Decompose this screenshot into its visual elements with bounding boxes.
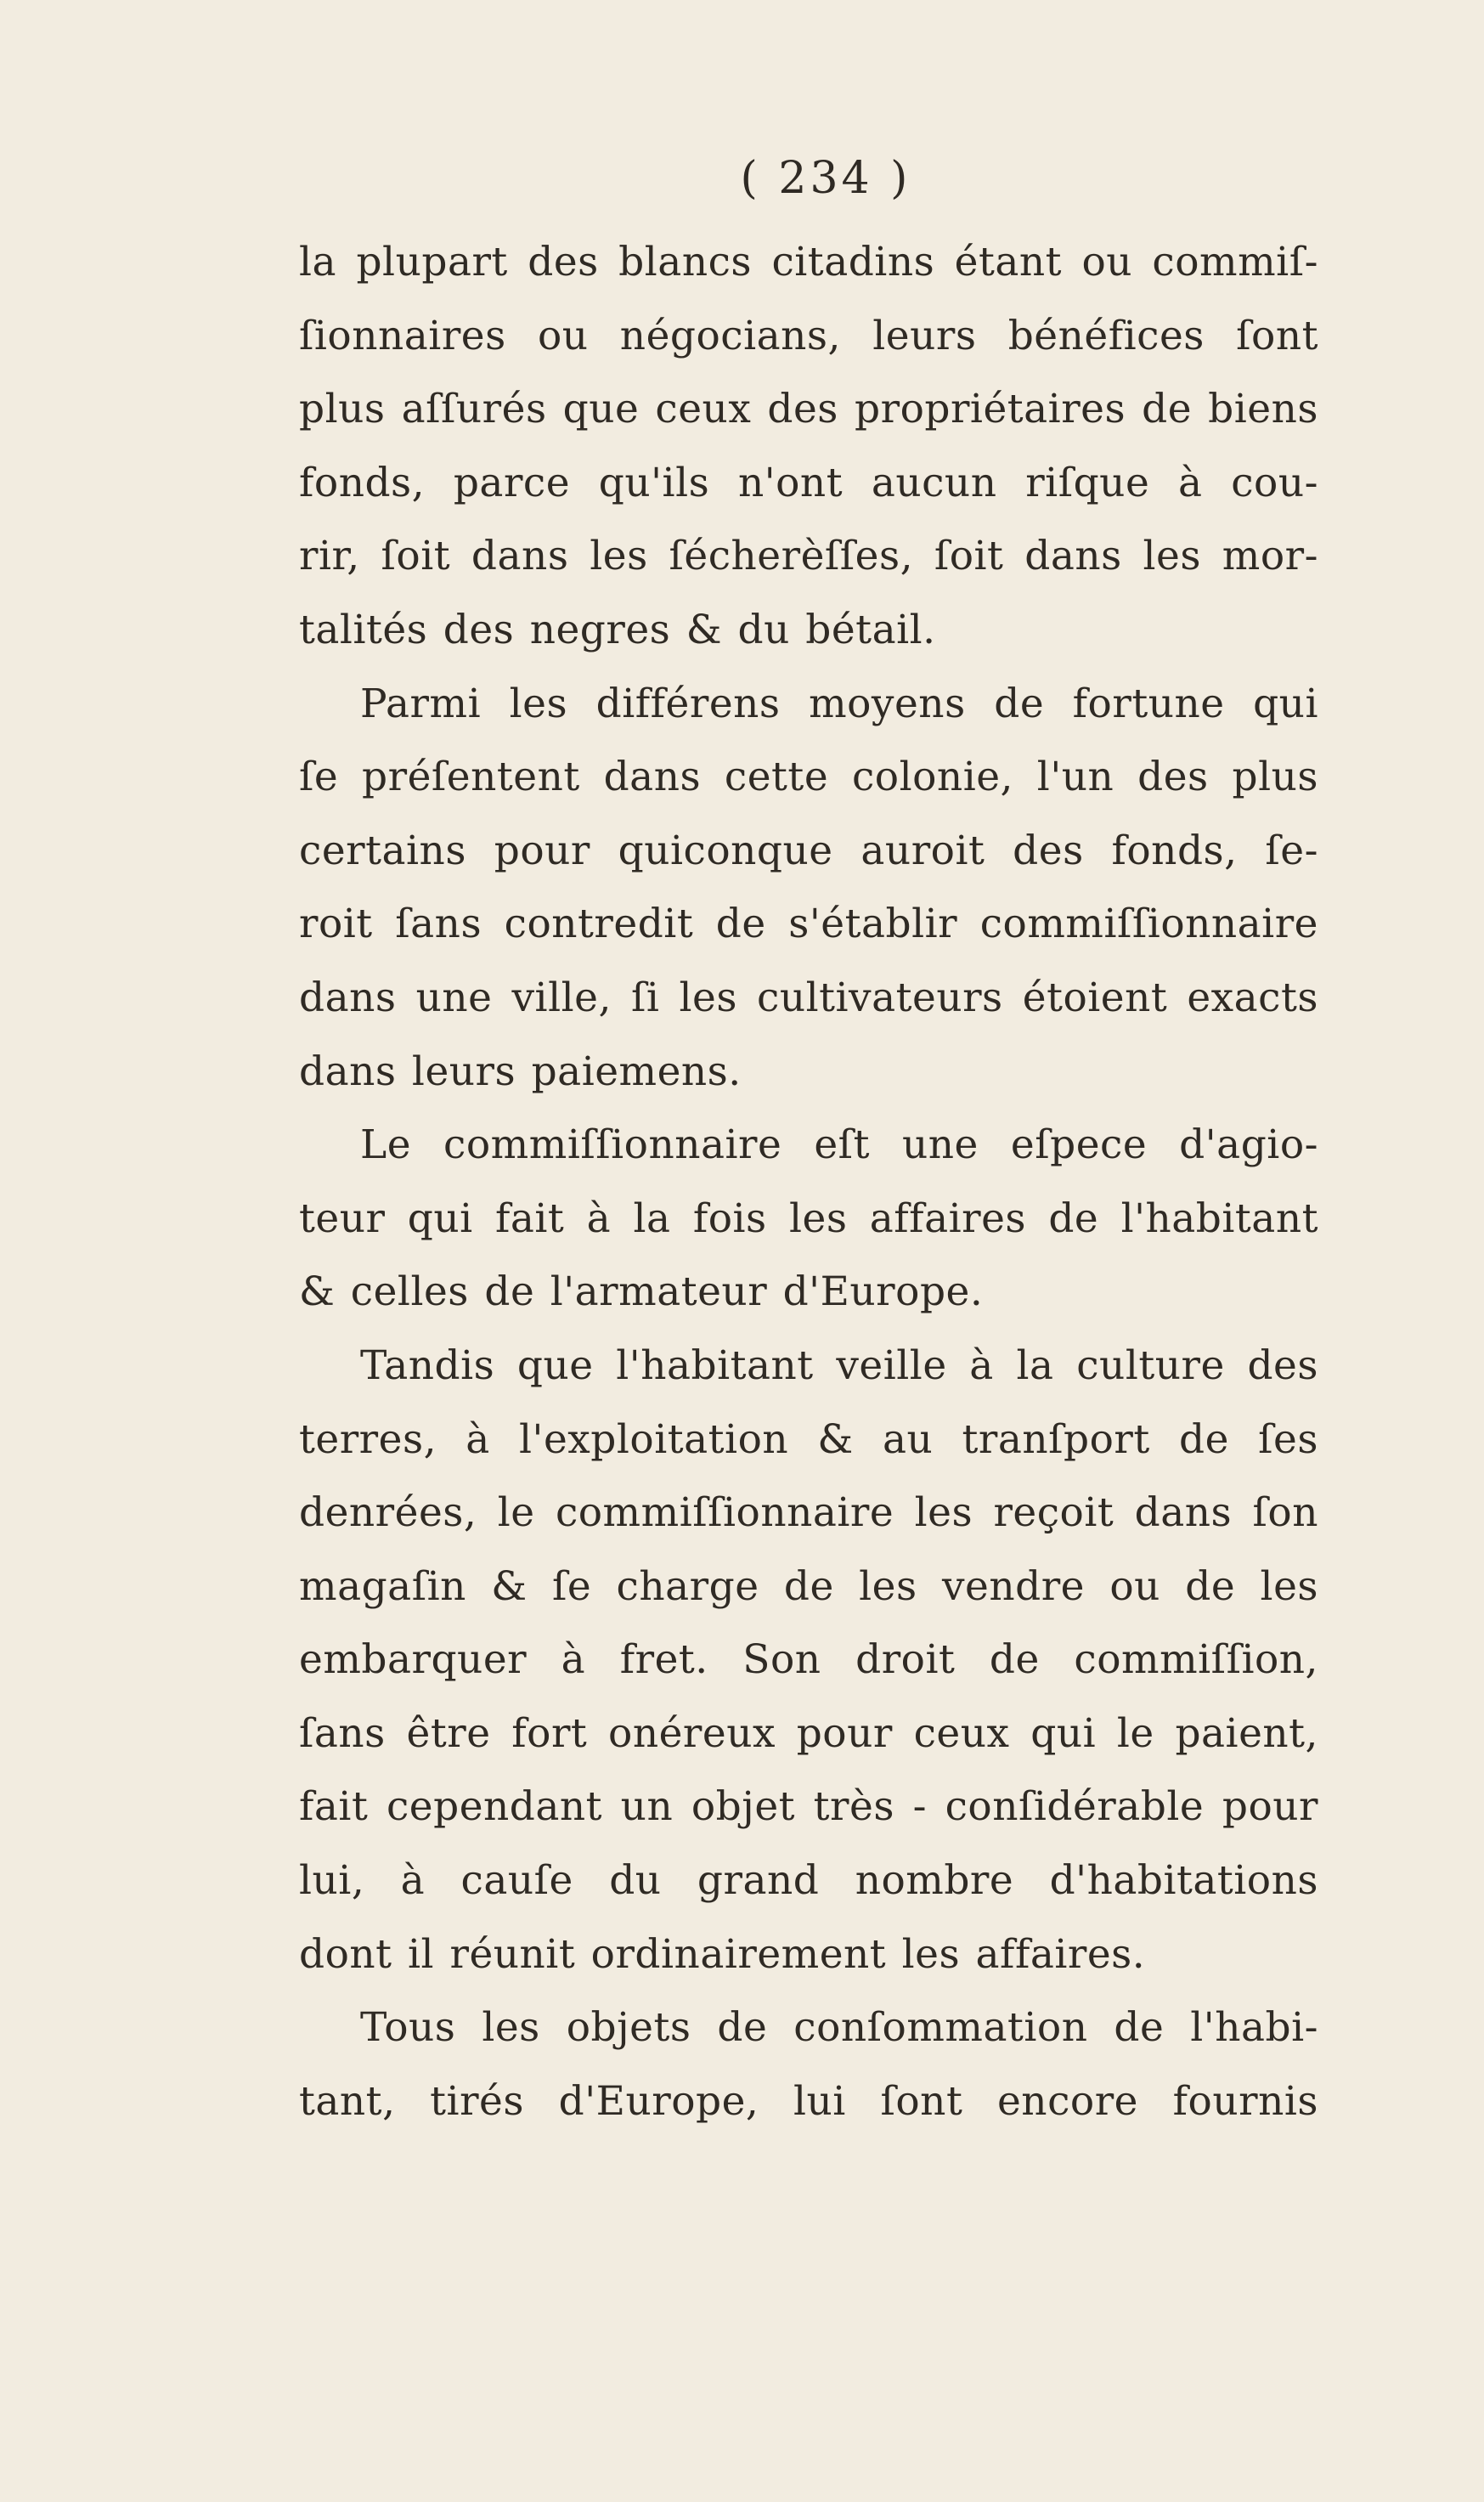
- text-block: [299, 153, 1318, 2138]
- text-line: plus aſſurés que ceux des propriétaires de biens: [299, 386, 1318, 433]
- text-line: dans une ville, ſi les cultivateurs étoient exacts: [299, 974, 1318, 1021]
- paragraph-2: [299, 668, 1318, 1110]
- text-line: ſans être fort onéreux pour ceux qui le paient,: [299, 1709, 1318, 1757]
- text-line: tant, tirés d'Europe, lui ſont encore fournis: [299, 2077, 1318, 2125]
- text-line: denrées, le commiſſionnaire les reçoit dans ſon: [299, 1489, 1318, 1537]
- text-line: dont il réunit ordinairement les affaires.: [299, 1930, 1146, 1978]
- text-line: teur qui fait à la fois les affaires de l'habitant: [299, 1195, 1318, 1242]
- text-line: fait cependant un objet très - conſidérable pour: [299, 1783, 1318, 1831]
- paragraph-4: [299, 1330, 1318, 1991]
- text-line: Parmi les différens moyens de fortune qui: [360, 680, 1318, 727]
- page-number: ( 234 ): [740, 153, 911, 204]
- text-line: Tandis que l'habitant veille à la culture des: [360, 1341, 1318, 1389]
- text-line: certains pour quiconque auroit des fonds, ſe-: [299, 827, 1318, 874]
- text-line: magaſin & ſe charge de les vendre ou de les: [299, 1562, 1318, 1610]
- text-line: lui, à cauſe du grand nombre d'habitations: [299, 1857, 1318, 1905]
- text-line: ſionnaires ou négocians, leurs bénéfices ſont: [299, 312, 1318, 359]
- text-line: fonds, parce qu'ils n'ont aucun riſque à cou-: [299, 459, 1318, 506]
- text-line: & celles de l'armateur d'Europe.: [299, 1268, 984, 1316]
- text-line: rir, ſoit dans les ſécherèſſes, ſoit dans les mor-: [299, 533, 1318, 580]
- text-line: Tous les objets de conſommation de l'habi-: [360, 2004, 1318, 2052]
- text-line: Le commiſſionnaire eſt une eſpece d'agio-: [360, 1121, 1318, 1169]
- paragraph-5: [299, 1991, 1318, 2138]
- text-line: talités des negres & du bétail.: [299, 606, 936, 653]
- paragraph-3: [299, 1109, 1318, 1330]
- text-line: dans leurs paiemens.: [299, 1048, 742, 1095]
- paragraph-1: [299, 226, 1318, 668]
- text-line: embarquer à fret. Son droit de commiſſion,: [299, 1636, 1318, 1684]
- text-line: terres, à l'exploitation & au tranſport de ſes: [299, 1415, 1318, 1463]
- text-line: la plupart des blancs citadins étant ou commiſ-: [299, 239, 1318, 285]
- text-line: roit ſans contredit de s'établir commiſſionnaire: [299, 901, 1318, 948]
- text-line: ſe préſentent dans cette colonie, l'un des plus: [299, 754, 1318, 801]
